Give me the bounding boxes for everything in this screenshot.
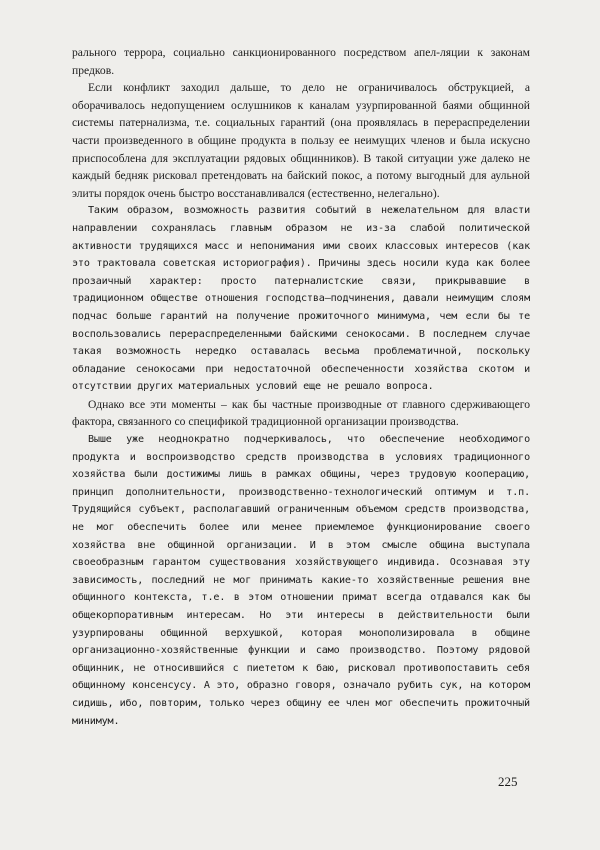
paragraph-continuation: рального террора, социально санкционированного посредством апел-ляции к законам предков. [72,46,530,77]
body-text [72,44,530,730]
paragraph-moments: Однако все эти моменты – как бы частные производные от главного сдерживающего фактора, связанного со спецификой традиционной организации производства. [72,397,530,429]
page-number: 225 [498,774,518,789]
paragraph-community: Выше уже неоднократно подчеркивалось, что обеспечение необходимого продукта и воспроизводство средств производства в условиях традиционного хозяйства были достижимы лишь в рамках общины, через трудовую кооперацию, принцип дополнительности, производственно-технологический оптимум и т.п. Трудящийся субъект, располагавший ограниченным объемом средств производства, не мог обеспечить более или менее приемлемое функционирование своего хозяйства вне общинной организации. И в этом смысле община выступала своеобразным гарантом существования хозяйствующего индивида. Осознавая эту зависимость, последний не мог принимать какие-то хозяйственные решения вне общинного контекста, т.е. в этом отношении примат всегда отдавался как бы общекорпоративным интересам. Но эти интересы в действительности были узурпированы общинной верхушкой, которая монополизировала в общине организационно-хозяйственные функции и само производство. Поэтому рядовой общинник, не относившийся с пиететом к баю, рисковал противопоставить себя общинному консенсусу. А это, образно говоря, означало рубить сук, на котором сидишь, ибо, повторим, только через общину ее член мог обеспечить прожиточный минимум. [72,434,530,727]
paragraph-conflict: Если конфликт заходил дальше, то дело не ограничивалось обструкцией, а оборачивалось недопущением ослушников к каналам узурпированной баями общинной системы патернализма, т.е. социальных гарантий (она проявлялась в перераспределении части произведенного в общине продукта в пользу ее неимущих членов и была искусно приспособлена для эксплуатации рядовых общинников). В такой ситуации уже далеко не каждый бедняк рисковал претендовать на байский покос, а потому выгодный для аульной элиты порядок очень быстро восстанавливался (естественно, нелегально). [72,81,530,200]
paragraph-summary: Таким образом, возможность развития событий в нежелательном для власти направлении сохранялась главным образом не из-за слабой политической активности трудящихся масс и непонимания ими своих классовых интересов (как это трактовала советская историография). Причины здесь носили куда как более прозаичный характер: просто патерналистские связи, прикрывавшие в традиционном обществе отношения господства–подчинения, давали неимущим слоям подчас больше гарантий на получение прожиточного минимума, чем если бы те воспользовались перераспределенными байскими сенокосами. В последнем случае такая возможность нередко оставалась весьма проблематичной, поскольку обладание сенокосами при недостаточной обеспеченности хозяйства скотом и отсутствии других материальных условий еще не решало вопроса. [72,205,530,393]
